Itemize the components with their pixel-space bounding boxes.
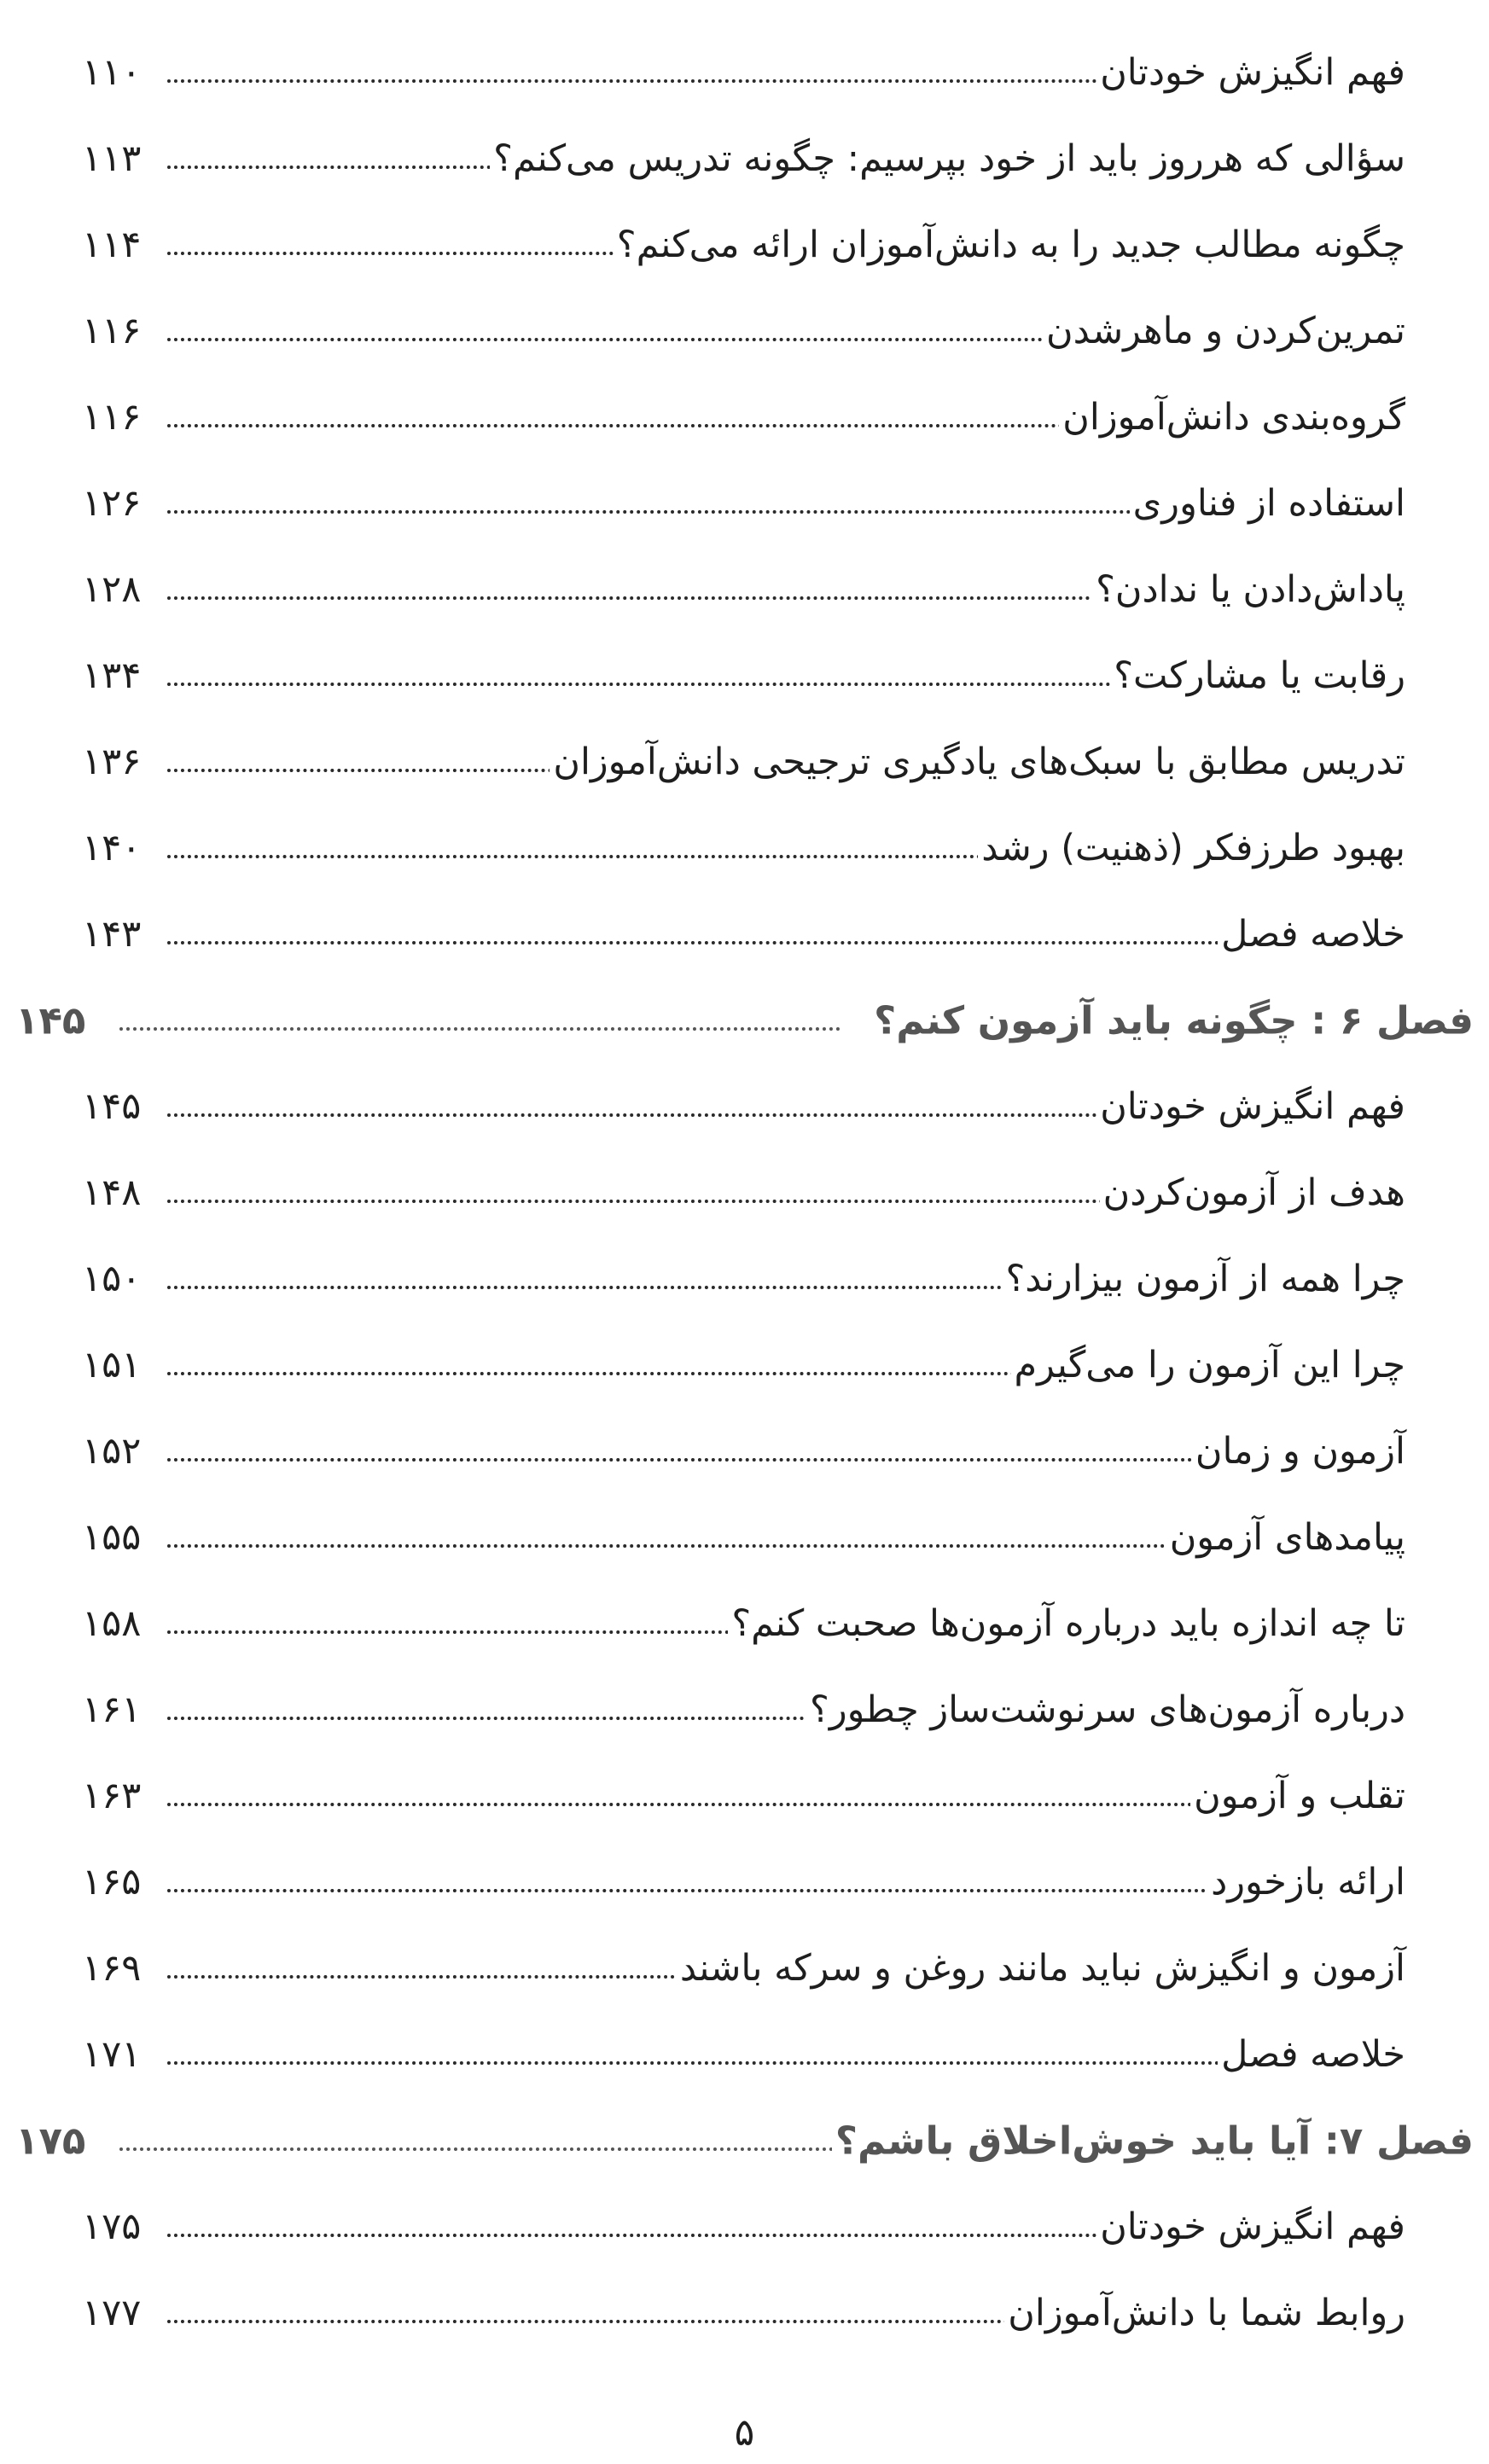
dot-leader [119, 1027, 840, 1031]
dot-leader [119, 2147, 840, 2151]
page-number: ۵ [734, 2411, 755, 2455]
toc-entry [0, 891, 1489, 977]
toc-entry-title: چگونه مطالب جدید را به دانش‌آموزان ارائه می‌کنم؟ [614, 224, 1405, 266]
toc-entry-title: آزمون و زمان [1192, 1430, 1405, 1473]
toc-entry-title: بهبود طرزفکر (ذهنیت) رشد [978, 827, 1405, 869]
toc-entry [0, 2269, 1489, 2356]
toc-entry [0, 1063, 1489, 1149]
toc-entry [0, 1408, 1489, 1494]
toc-entry-page: ۱۷۵ [82, 2205, 142, 2248]
toc-entry-title: تدریس مطابق با سبک‌های یادگیری ترجیحی دانش‌آموزان [550, 741, 1405, 783]
toc-entry [0, 2183, 1489, 2269]
toc-entry-page: ۱۱۴ [82, 223, 142, 266]
toc-entry-title: تمرین‌کردن و ماهرشدن [1043, 310, 1405, 352]
toc-entry-page: ۱۵۰ [82, 1257, 142, 1300]
toc-entry-title: آزمون و انگیزش نباید مانند روغن و سرکه باشند [677, 1947, 1405, 1990]
toc-entry-title: درباره آزمون‌های سرنوشت‌ساز چطور؟ [806, 1688, 1405, 1731]
toc-entry-title: فصل ۶ : چگونه باید آزمون کنم؟ [870, 997, 1474, 1043]
toc-entry [0, 632, 1489, 718]
toc-entry-title: چرا همه از آزمون بیزارند؟ [1002, 1258, 1405, 1300]
toc-entry-page: ۱۵۱ [82, 1343, 142, 1386]
toc-entry-title: فهم انگیزش خودتان [1096, 51, 1405, 94]
toc-entry-page: ۱۳۶ [82, 740, 142, 783]
toc-entry [0, 1580, 1489, 1666]
toc-entry [0, 1925, 1489, 2011]
toc-entry-page: ۱۴۳ [82, 912, 142, 956]
toc-entry-page: ۱۷۷ [82, 2291, 142, 2334]
toc-entry-page: ۱۵۵ [82, 1515, 142, 1559]
toc-entry-page: ۱۴۵ [82, 1084, 142, 1128]
toc-entry-title: تا چه اندازه باید درباره آزمون‌ها صحبت کنم؟ [728, 1602, 1405, 1645]
toc-entry-page: ۱۱۳ [82, 137, 142, 180]
toc-entry-title: فصل ۷: آیا باید خوش‌اخلاق باشم؟ [832, 2118, 1474, 2163]
table-of-contents [0, 29, 1489, 2356]
toc-entry-title: خلاصه فصل [1218, 913, 1405, 956]
toc-entry-page: ۱۴۰ [82, 826, 142, 869]
toc-entry-title: رقابت یا مشارکت؟ [1110, 654, 1405, 697]
toc-entry-page: ۱۱۶ [82, 309, 142, 352]
toc-entry-page: ۱۱۰ [82, 50, 142, 94]
toc-entry-title: پاداش‌دادن یا ندادن؟ [1092, 568, 1405, 611]
toc-entry [0, 718, 1489, 805]
toc-entry-title: روابط شما با دانش‌آموزان [1004, 2292, 1405, 2334]
toc-entry-title: پیامدهای آزمون [1166, 1516, 1405, 1559]
toc-entry-page: ۱۴۸ [82, 1171, 142, 1214]
toc-entry [0, 460, 1489, 546]
toc-entry-page: ۱۷۵ [15, 2118, 86, 2163]
toc-entry [0, 115, 1489, 201]
toc-entry [0, 805, 1489, 891]
toc-entry-page: ۱۳۴ [82, 654, 142, 697]
toc-entry-title: ارائه بازخورد [1207, 1861, 1405, 1903]
toc-entry-page: ۱۵۲ [82, 1429, 142, 1473]
toc-entry-page: ۱۶۱ [82, 1688, 142, 1731]
toc-entry-title: خلاصه فصل [1218, 2033, 1405, 2076]
toc-entry [0, 29, 1489, 115]
toc-entry [0, 288, 1489, 374]
toc-entry-title: استفاده از فناوری [1130, 482, 1405, 525]
toc-entry-page: ۱۴۵ [15, 997, 86, 1043]
toc-entry-title: گروه‌بندی دانش‌آموزان [1059, 396, 1405, 439]
toc-entry [0, 1839, 1489, 1925]
toc-entry-title: هدف از آزمون‌کردن [1100, 1171, 1405, 1214]
toc-entry-page: ۱۲۶ [82, 481, 142, 525]
toc-entry [0, 1235, 1489, 1322]
toc-entry [0, 201, 1489, 288]
toc-entry-page: ۱۷۱ [82, 2032, 142, 2076]
toc-entry-title: فهم انگیزش خودتان [1096, 2205, 1405, 2248]
toc-entry-page: ۱۱۶ [82, 395, 142, 439]
toc-entry [0, 1666, 1489, 1752]
toc-entry-page: ۱۲۸ [82, 567, 142, 611]
toc-entry-page: ۱۶۳ [82, 1774, 142, 1817]
toc-entry-page: ۱۶۵ [82, 1860, 142, 1903]
toc-entry-page: ۱۶۹ [82, 1946, 142, 1990]
toc-chapter-heading [0, 977, 1489, 1063]
toc-entry-title: سؤالی که هرروز باید از خود بپرسیم: چگونه تدریس می‌کنم؟ [490, 137, 1405, 180]
toc-entry-page: ۱۵۸ [82, 1601, 142, 1645]
toc-entry [0, 1752, 1489, 1839]
toc-entry [0, 1322, 1489, 1408]
toc-entry [0, 374, 1489, 460]
toc-entry [0, 2011, 1489, 2097]
toc-entry [0, 546, 1489, 632]
toc-entry-title: تقلب و آزمون [1190, 1775, 1405, 1817]
toc-entry-title: چرا این آزمون را می‌گیرم [1011, 1344, 1406, 1386]
toc-chapter-heading [0, 2097, 1489, 2183]
toc-entry [0, 1149, 1489, 1235]
toc-entry-title: فهم انگیزش خودتان [1096, 1085, 1405, 1128]
toc-entry [0, 1494, 1489, 1580]
